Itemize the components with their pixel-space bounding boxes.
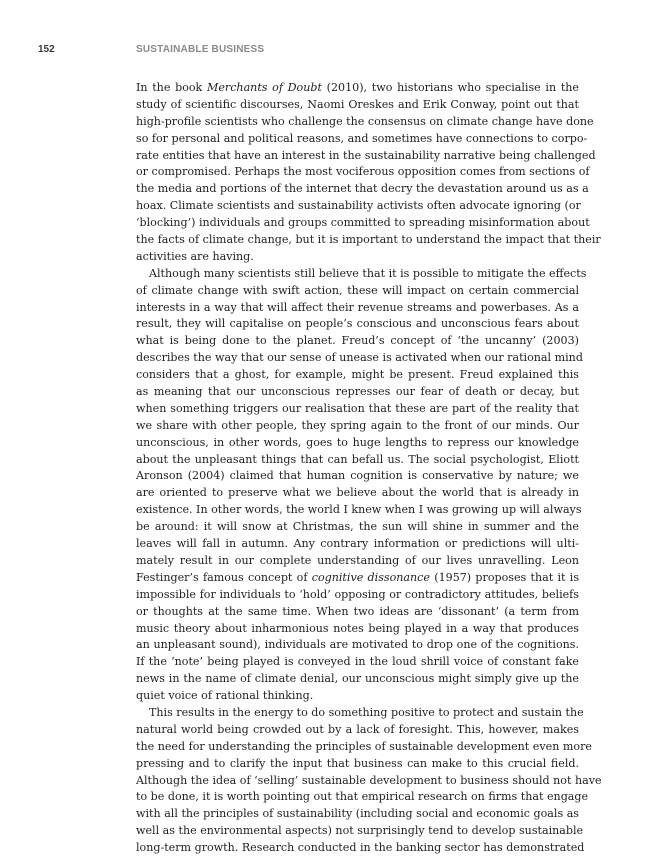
text-line (136, 316, 579, 333)
text-run: natural world being crowded out by a lack of foresight. This, however, makes (136, 722, 579, 736)
text-line (136, 840, 585, 857)
text-line (136, 384, 579, 401)
text-line (136, 468, 579, 485)
text-run: considers that a ghost, for example, might be present. Freud explained this (136, 368, 579, 382)
text-line (136, 131, 588, 148)
text-run: what is being done to the planet. Freud’s concept of ‘the uncanny’ (2003) (136, 334, 579, 348)
text-line (136, 604, 579, 621)
text-line (136, 333, 579, 350)
text-line (136, 722, 579, 739)
text-line (136, 367, 579, 384)
text-run: If the ‘note’ being played is conveyed in the loud shrill voice of constant fake (136, 655, 579, 669)
text-line (136, 97, 579, 114)
text-line (136, 198, 579, 215)
text-run: (2010), two historians who specialise in the (321, 81, 579, 94)
text-run: as meaning that our unconscious represses our fear of death or decay, but (136, 385, 579, 399)
text-run: or thoughts at the same time. When two ideas are ‘dissonant’ (a term from (136, 604, 579, 618)
text-line (136, 232, 601, 249)
text-run: Aronson (2004) claimed that human cognition is conservative by nature; we (136, 469, 579, 483)
text-line (136, 621, 579, 638)
text-line (136, 823, 584, 840)
text-run: about the unpleasant things that can befall us. The social psychologist, Eliott (136, 452, 579, 466)
text-run: mately result in our complete understanding of our lives unravelling. Leon (136, 553, 579, 567)
text-line (136, 587, 579, 604)
text-run: be around: it will snow at Christmas, the sun will shine in summer and the (136, 520, 579, 534)
text-line (136, 215, 590, 232)
text-run: we share with other people, they spring again to the front of our minds. Our (136, 418, 579, 432)
text-line (136, 502, 582, 519)
text-run: rate entities that have an interest in the sustainability narrative being challenged (136, 148, 596, 162)
text-run: well as the environmental aspects) not surprisingly tend to develop sustainable (136, 824, 584, 838)
text-run: the media and portions of the internet that decry the devastation around us as a (136, 182, 589, 196)
text-line (136, 350, 583, 367)
text-run: when something triggers our realisation that these are part of the reality that (136, 401, 579, 415)
text-line (136, 773, 602, 790)
text-line (136, 688, 579, 705)
text-run: are oriented to preserve what we believe about the world that is already in (136, 486, 579, 500)
text-line (136, 756, 579, 773)
text-line (136, 249, 579, 266)
text-run: activities are having. (136, 249, 254, 263)
text-run: or compromised. Perhaps the most vociferous opposition comes from sections of (136, 165, 590, 179)
text-line (136, 266, 587, 283)
text-run: ‘blocking’) individuals and groups committed to spreading misinformation about (136, 216, 590, 230)
text-run: (1957) proposes that it is (429, 570, 580, 584)
text-line (136, 789, 589, 806)
text-line (136, 485, 579, 502)
text-run: leaves will fall in autumn. Any contrary information or predictions will ulti- (136, 537, 579, 551)
running-head: SUSTAINABLE BUSINESS (136, 44, 265, 55)
text-run: describes the way that our sense of unease is activated when our rational mind (136, 351, 583, 365)
text-line (136, 705, 584, 722)
text-line (136, 435, 579, 452)
text-line (136, 553, 579, 570)
text-run: unconscious, in other words, goes to huge lengths to repress our knowledge (136, 435, 579, 449)
text-run: In the book (136, 81, 207, 94)
text-line (136, 654, 579, 671)
text-run: long-term growth. Research conducted in the banking sector has demonstrated (136, 841, 585, 855)
text-run: so for personal and political reasons, and sometimes have connections to corpo- (136, 131, 588, 145)
text-line (136, 164, 590, 181)
text-run: pressing and to clarify the input that business can make to this crucial field. (136, 756, 579, 770)
text-line (136, 148, 596, 165)
text-line (136, 181, 589, 198)
text-run: study of scientific discourses, Naomi Oreskes and Erik Conway, point out that (136, 97, 579, 111)
text-line (136, 806, 579, 823)
text-run: of climate change with swift action, these will impact on certain commercial (136, 283, 579, 297)
page-number: 152 (38, 44, 55, 55)
text-run: high-profile scientists who challenge the consensus on climate change have done (136, 114, 594, 128)
text-line (136, 452, 579, 469)
text-run: news in the name of climate denial, our unconscious might simply give up the (136, 672, 579, 686)
text-line (136, 418, 579, 435)
text-run: the facts of climate change, but it is important to understand the impact that their (136, 233, 601, 247)
text-run: the need for understanding the principles of sustainable development even more (136, 739, 592, 753)
text-run: Although the idea of ‘selling’ sustainable development to business should not have (136, 773, 602, 787)
text-line (136, 536, 579, 553)
text-run: This results in the energy to do something positive to protect and sustain the (149, 705, 584, 719)
text-run: quiet voice of rational thinking. (136, 689, 314, 703)
body-text (136, 80, 602, 857)
text-run: impossible for individuals to ‘hold’ opposing or contradictory attitudes, beliefs (136, 587, 579, 601)
text-line (136, 671, 579, 688)
text-run: music theory about inharmonious notes being played in a way that produces (136, 621, 579, 635)
text-line (136, 570, 579, 587)
text-line (136, 300, 579, 317)
text-line (136, 739, 592, 756)
text-run: hoax. Climate scientists and sustainability activists often advocate ignoring (or (136, 199, 581, 213)
text-run: Although many scientists still believe that it is possible to mitigate the effects (149, 266, 587, 280)
text-line (136, 637, 579, 654)
italic-title: Merchants of Doubt (206, 81, 322, 94)
text-run: with all the principles of sustainability (including social and economic goals as (136, 807, 579, 821)
text-run: interests in a way that will affect their revenue streams and powerbases. As a (136, 300, 579, 314)
text-line (136, 283, 579, 300)
italic-title: cognitive dissonance (311, 570, 430, 584)
text-run: result, they will capitalise on people’s conscious and unconscious fears about (136, 317, 579, 331)
text-run: to be done, it is worth pointing out that empirical research on firms that engage (136, 790, 589, 804)
text-run: an unpleasant sound), individuals are motivated to drop one of the cognitions. (136, 638, 579, 652)
text-run: existence. In other words, the world I knew when I was growing up will always (136, 503, 582, 517)
text-line (136, 401, 579, 418)
text-run: Festinger’s famous concept of (136, 570, 312, 584)
text-line (136, 80, 579, 97)
text-line (136, 114, 594, 131)
text-line (136, 519, 579, 536)
